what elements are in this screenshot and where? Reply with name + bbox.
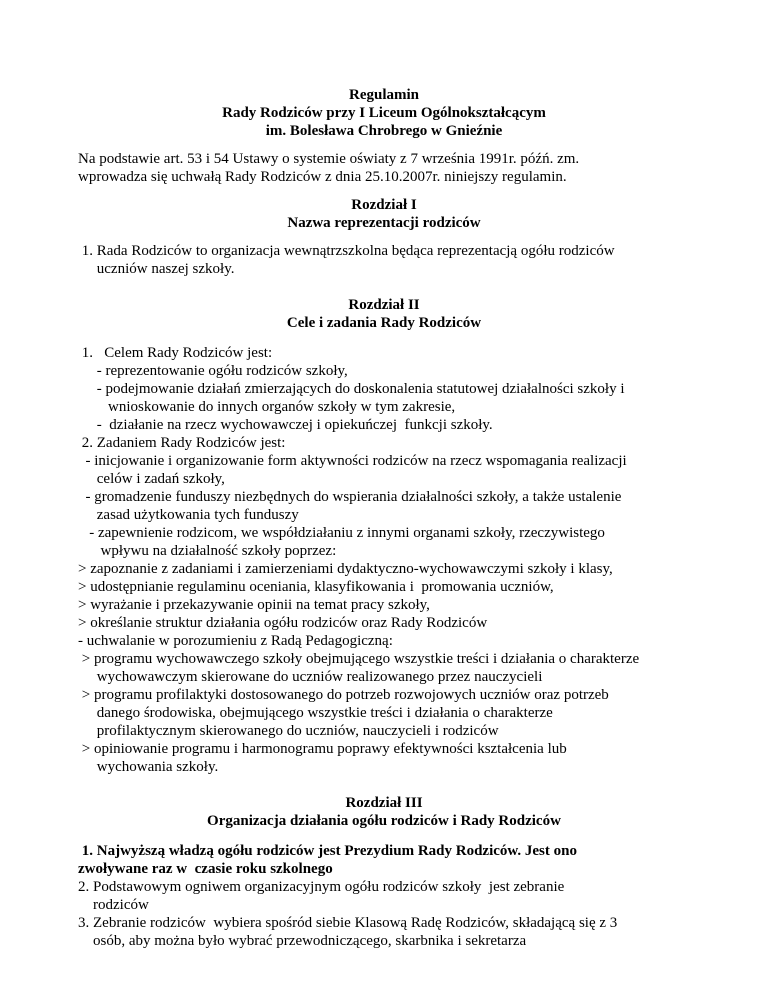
chapter-2-line: wpływu na działalność szkoły poprzez: [78,543,337,559]
chapter-2-line: - reprezentowanie ogółu rodziców szkoły, [78,363,348,379]
chapter-3-heading: Organizacja działania ogółu rodziców i Rady Rodziców [207,813,561,829]
chapter-1-number: Rozdział I [351,197,417,213]
chapter-2-line: celów i zadań szkoły, [78,471,225,487]
chapter-2-line: - inicjowanie i organizowanie form aktywności rodziców na rzecz wspomagania realizacji [78,453,627,469]
chapter-2-line: > wyrażanie i przekazywanie opinii na temat pracy szkoły, [78,597,430,613]
chapter-2-line: - uchwalanie w porozumieniu z Radą Pedagogiczną: [78,633,393,649]
document-title: Regulamin [348,87,419,103]
chapter-2-line: - działanie na rzecz wychowawczej i opiekuńczej funkcji szkoły. [78,417,493,433]
chapter-2-line: 1. Celem Rady Rodziców jest: [78,345,273,361]
chapter-2-line: > udostępnianie regulaminu oceniania, klasyfikowania i promowania uczniów, [78,579,554,595]
chapter-3-line-bold: zwoływane raz w czasie roku szkolnego [78,861,333,877]
chapter-2-line: wnioskowanie do innych organów szkoły w tym zakresie, [78,399,456,415]
chapter-3-line: osób, aby można było wybrać przewodniczącego, skarbnika i sekretarza [78,933,527,949]
chapter-3-line: rodziców [78,897,149,913]
document-subtitle-school: im. Bolesława Chrobrego w Gnieźnie [265,123,503,139]
chapter-2-line: 2. Zadaniem Rady Rodziców jest: [78,435,286,451]
chapter-2-line: - gromadzenie funduszy niezbędnych do wspierania działalności szkoły, a także ustalenie [78,489,622,505]
chapter-2-line: > programu profilaktyki dostosowanego do potrzeb rozwojowych uczniów oraz potrzeb [78,687,609,703]
chapter-2-line: > zapoznanie z zadaniami i zamierzeniami dydaktyczno-wychowawczymi szkoły i klasy, [78,561,613,577]
chapter-1-heading: Nazwa reprezentacji rodziców [287,215,481,231]
chapter-2-number: Rozdział II [348,297,420,313]
chapter-1-line: uczniów naszej szkoły. [78,261,235,277]
intro-line: wprowadza się uchwałą Rady Rodziców z dnia 25.10.2007r. niniejszy regulamin. [78,169,567,185]
chapter-2-line: wychowawczym skierowane do uczniów realizowanego przez nauczycieli [78,669,543,685]
chapter-3-line-bold: 1. Najwyższą władzą ogółu rodziców jest Prezydium Rady Rodziców. Jest ono [78,843,577,859]
chapter-2-line: wychowania szkoły. [78,759,219,775]
chapter-2-line: danego środowiska, obejmującego wszystkie treści i działania o charakterze [78,705,553,721]
chapter-2-line: > opiniowanie programu i harmonogramu poprawy efektywności kształcenia lub [78,741,567,757]
chapter-3-number: Rozdział III [345,795,423,811]
chapter-2-line: > określanie struktur działania ogółu rodziców oraz Rady Rodziców [78,615,488,631]
intro-line: Na podstawie art. 53 i 54 Ustawy o systemie oświaty z 7 września 1991r. późń. zm. [78,151,580,167]
chapter-2-line: - zapewnienie rodzicom, we współdziałaniu z innymi organami szkoły, rzeczywistego [78,525,605,541]
chapter-1-line: 1. Rada Rodziców to organizacja wewnątrzszkolna będąca reprezentacją ogółu rodziców [78,243,615,259]
chapter-2-line: > programu wychowawczego szkoły obejmującego wszystkie treści i działania o charakterze [78,651,640,667]
chapter-2-line: profilaktycznym skierowanego do uczniów, nauczycieli i rodziców [78,723,499,739]
chapter-3-line: 2. Podstawowym ogniwem organizacyjnym ogółu rodziców szkoły jest zebranie [78,879,565,895]
document-subtitle: Rady Rodziców przy I Liceum Ogólnokształcącym [222,105,546,121]
chapter-2-heading: Cele i zadania Rady Rodziców [286,315,482,331]
chapter-2-line: zasad użytkowania tych funduszy [78,507,299,523]
chapter-2-line: - podejmowanie działań zmierzających do doskonalenia statutowej działalności szkoły i [78,381,625,397]
chapter-3-line: 3. Zebranie rodziców wybiera spośród siebie Klasową Radę Rodziców, składającą się z 3 [78,915,618,931]
